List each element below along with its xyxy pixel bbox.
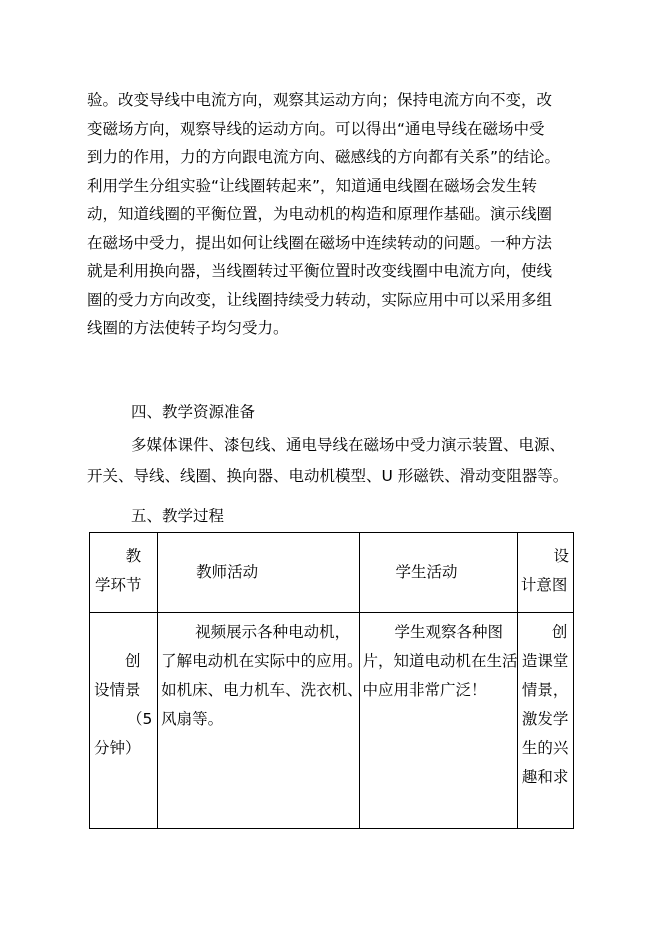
stage-line xyxy=(94,618,157,647)
stage-line: 设情景 xyxy=(94,681,141,699)
teaching-process-table xyxy=(89,532,574,829)
text-line: 线圈的方法使转子均匀受力。 xyxy=(87,319,289,337)
teacher-activity-line: 视频展示各种电动机， xyxy=(195,623,351,641)
teacher-activity-line: 了解电动机在实际中的应用。 xyxy=(161,652,363,670)
teacher-activity-cell xyxy=(158,613,363,829)
design-intent-line: 趣和求 xyxy=(521,768,569,786)
body-paragraph xyxy=(87,86,579,343)
header-student-label: 学生活动 xyxy=(395,563,458,581)
header-intent-line: 设 xyxy=(553,547,569,565)
table-row xyxy=(90,613,574,829)
design-intent-line: 情景， xyxy=(521,681,569,699)
text-line: 动，知道线圈的平衡位置，为电动机的构造和原理作基础。演示线圈 xyxy=(87,205,553,223)
design-intent-line: 激发学 xyxy=(521,710,569,728)
section-4-line-1: 多媒体课件、漆包线、通电导线在磁场中受力演示装置、电源、 xyxy=(131,436,566,454)
student-activity-cell xyxy=(359,613,517,829)
design-intent-line: 创 xyxy=(551,623,568,641)
student-activity-line: 学生观察各种图 xyxy=(394,623,504,641)
text-line: 就是利用换向器，当线圈转过平衡位置时改变线圈中电流方向，使线 xyxy=(87,262,553,280)
text-line: 验。改变导线中电流方向，观察其运动方向；保持电流方向不变，改 xyxy=(87,91,553,109)
header-stage-line: 教 xyxy=(125,547,142,565)
text-line: 到力的作用，力的方向跟电流方向、磁感线的方向都有关系”的结论。 xyxy=(87,148,561,166)
design-intent-line: 生的兴 xyxy=(521,739,569,757)
text-line: 利用学生分组实验“让线圈转起来”，知道通电线圈在磁场会发生转 xyxy=(87,176,538,195)
header-stage-cell xyxy=(90,533,158,613)
stage-line: 分钟） xyxy=(94,739,141,757)
header-stage-line: 学环节 xyxy=(95,576,142,594)
header-teacher-label: 教师活动 xyxy=(196,563,259,581)
student-activity-line: 片，知道电动机在生活 xyxy=(362,652,518,670)
teacher-activity-line: 风扇等。 xyxy=(161,710,224,728)
section-4-line-2: 开关、导线、线圈、换向器、电动机模型、U 形磁铁、滑动变阻器等。 xyxy=(87,467,569,485)
design-intent-cell xyxy=(517,613,573,829)
section-5-heading: 五、教学过程 xyxy=(131,507,225,525)
text-line: 圈的受力方向改变，让线圈持续受力转动，实际应用中可以采用多组 xyxy=(87,290,553,309)
text-line: 变磁场方向，观察导线的运动方向。可以得出“通电导线在磁场中受 xyxy=(87,119,545,138)
design-intent-line: 造课堂 xyxy=(521,652,569,670)
header-intent-cell xyxy=(517,533,573,613)
section-4-heading: 四、教学资源准备 xyxy=(131,403,256,421)
stage-line: （5 xyxy=(127,710,153,728)
header-teacher-cell xyxy=(158,533,359,613)
table-header-row xyxy=(90,533,574,613)
teacher-activity-line: 如机床、电力机车、洗衣机、 xyxy=(161,681,363,699)
text-line: 在磁场中受力，提出如何让线圈在磁场中连续转动的问题。一种方法 xyxy=(87,233,553,252)
header-student-cell xyxy=(359,533,517,613)
student-activity-line: 中应用非常广泛！ xyxy=(362,681,487,699)
stage-line: 创 xyxy=(125,652,141,670)
stage-cell xyxy=(90,613,158,829)
header-intent-line: 计意图 xyxy=(520,576,568,594)
